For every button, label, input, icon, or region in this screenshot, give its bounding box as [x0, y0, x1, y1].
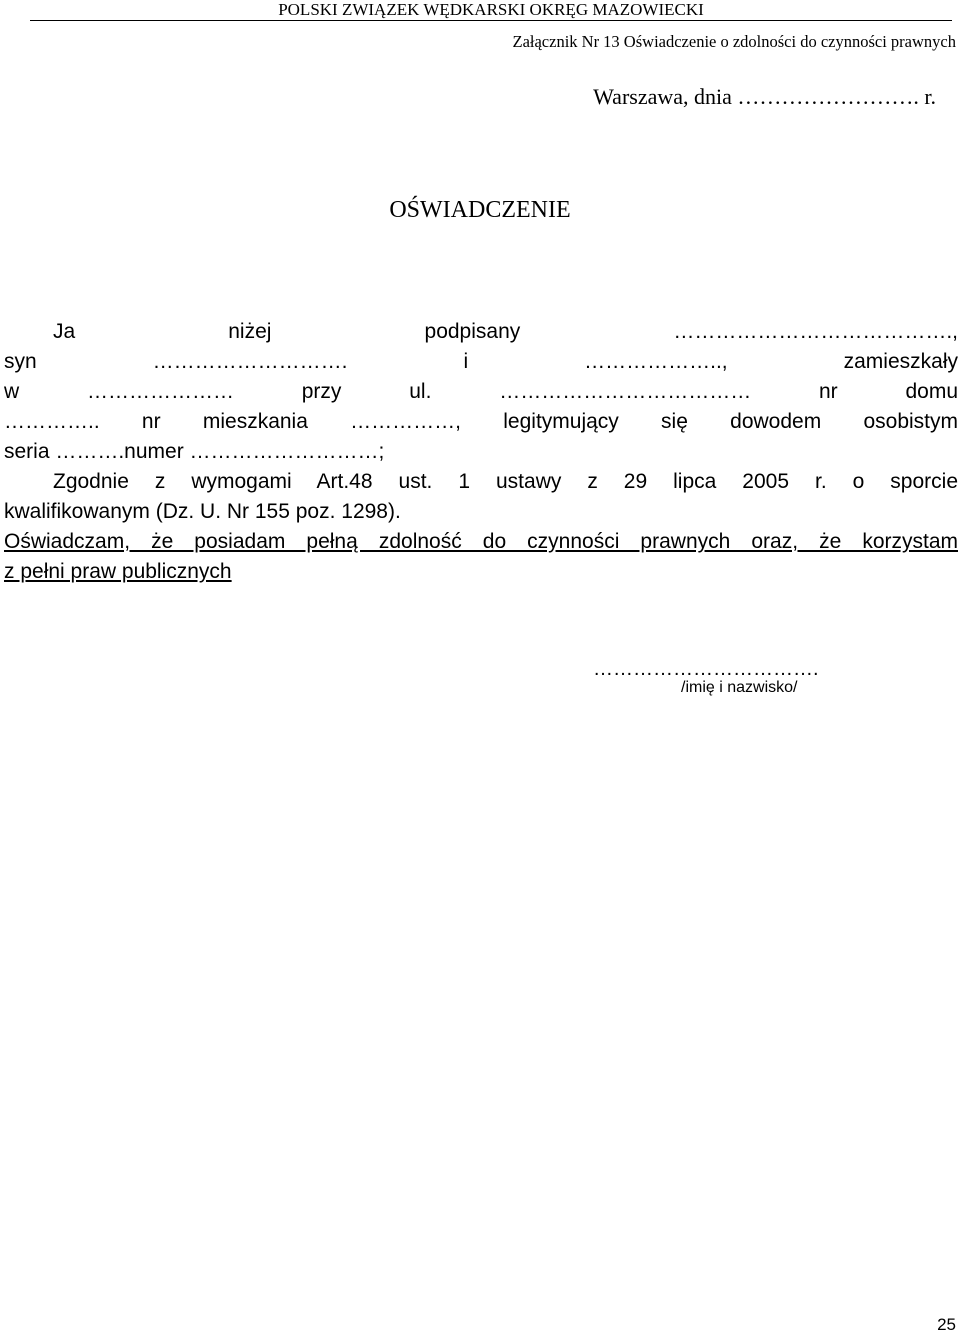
- body-line-parents-residence: syn ………………………. i ……………….., zamieszkały: [4, 350, 958, 373]
- signature-line: …………………………….: [593, 658, 819, 680]
- body-line-name: Ja niżej podpisany ………………………………….,: [53, 320, 958, 343]
- document-title: OŚWIADCZENIE: [389, 197, 571, 223]
- organization-name: POLSKI ZWIĄZEK WĘDKARSKI OKRĘG MAZOWIECKI: [278, 0, 704, 19]
- declaration-body: [4, 317, 958, 587]
- body-line-legal-basis: Zgodnie z wymogami Art.48 ust. 1 ustawy z 29 lipca 2005 r. o sporcie: [53, 470, 958, 493]
- body-line-statement: Oświadczam, że posiadam pełną zdolność do czynności prawnych oraz, że korzystam: [4, 530, 958, 553]
- body-line-legal-reference: kwalifikowanym (Dz. U. Nr 155 poz. 1298).: [4, 500, 401, 523]
- place-date-line: Warszawa, dnia ……………………. r.: [593, 84, 936, 109]
- page-number: 25: [937, 1315, 956, 1334]
- attachment-label: Załącznik Nr 13 Oświadczenie o zdolności do czynności prawnych: [512, 32, 956, 51]
- body-line-statement-end: z pełni praw publicznych: [4, 560, 232, 583]
- signature-caption: /imię i nazwisko/: [681, 679, 798, 696]
- body-line-address: w ………………… przy ul. ……………………………… nr domu: [4, 380, 958, 403]
- body-line-id-series: seria ……….numer ………………………;: [4, 440, 385, 463]
- body-line-apartment-id: ………….. nr mieszkania ……………, legitymujący się dowodem osobistym: [4, 410, 958, 433]
- organization-header: [30, 0, 952, 21]
